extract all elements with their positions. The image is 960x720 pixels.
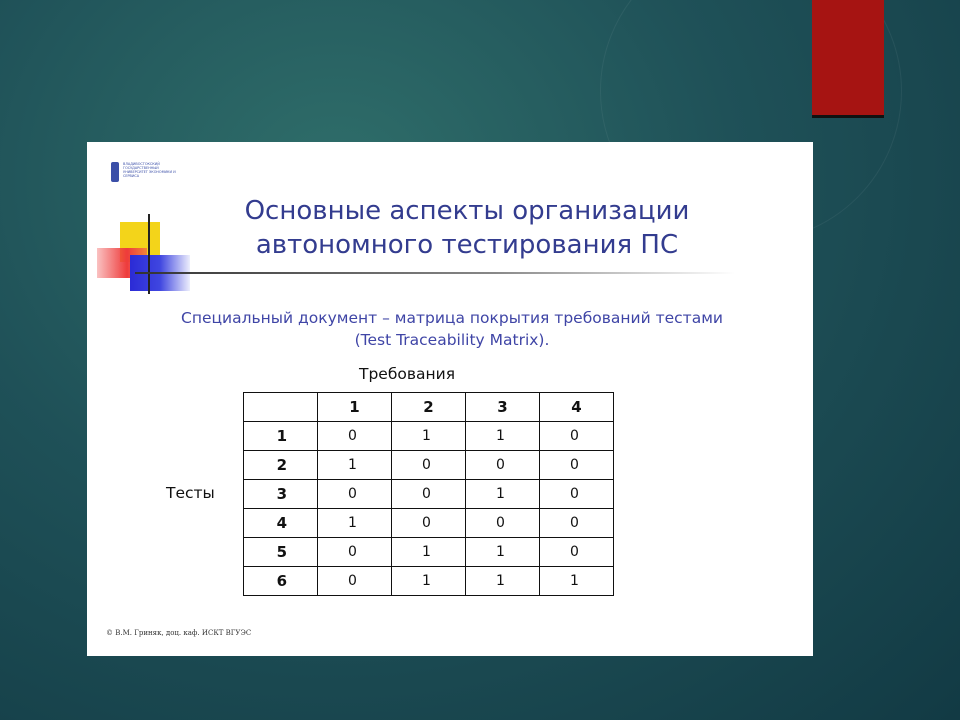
row-header: 3 [244, 480, 318, 509]
table-row [244, 480, 614, 509]
matrix-cell: 1 [466, 422, 540, 451]
logo-text: ВЛАДИВОСТОКСКИЙ ГОСУДАРСТВЕННЫЙ УНИВЕРСИТЕТ ЭКОНОМИКИ И СЕРВИСА [123, 162, 176, 178]
matrix-header-row [244, 393, 614, 422]
column-header: 1 [318, 393, 392, 422]
table-row [244, 567, 614, 596]
table-row [244, 509, 614, 538]
title-line-2: автономного тестирования ПС [255, 230, 679, 260]
table-row [244, 538, 614, 567]
decor-vertical-line [148, 214, 150, 294]
matrix-cell: 1 [392, 567, 466, 596]
matrix-cell: 0 [540, 480, 614, 509]
row-header: 2 [244, 451, 318, 480]
matrix-cell: 0 [466, 509, 540, 538]
matrix-cell: 0 [392, 451, 466, 480]
matrix-cell: 0 [392, 509, 466, 538]
matrix-cell: 0 [540, 451, 614, 480]
slide-title [207, 194, 727, 262]
matrix-cell: 1 [466, 538, 540, 567]
subtitle-line-2: (Test Traceability Matrix). [354, 331, 550, 349]
row-header: 4 [244, 509, 318, 538]
row-header: 5 [244, 538, 318, 567]
column-header: 2 [392, 393, 466, 422]
slide-subtitle [127, 307, 777, 351]
university-logo [111, 162, 181, 184]
matrix-cell: 0 [318, 422, 392, 451]
column-header: 4 [540, 393, 614, 422]
table-row [244, 451, 614, 480]
matrix-cell: 0 [392, 480, 466, 509]
subtitle-line-1: Специальный документ – матрица покрытия требований тестами [181, 309, 723, 327]
matrix-cell: 1 [540, 567, 614, 596]
table-row [244, 422, 614, 451]
traceability-matrix [243, 392, 614, 596]
decor-horizontal-line [135, 272, 735, 274]
matrix-cell: 1 [466, 480, 540, 509]
matrix-cell: 0 [318, 538, 392, 567]
slide-panel [87, 142, 813, 656]
matrix-cell: 1 [318, 451, 392, 480]
row-header: 6 [244, 567, 318, 596]
matrix-cell: 0 [318, 480, 392, 509]
row-header: 1 [244, 422, 318, 451]
slide-footer: © В.М. Гриняк, доц. каф. ИСКТ ВГУЭС [106, 629, 252, 637]
matrix-cell: 1 [466, 567, 540, 596]
matrix-corner-cell [244, 393, 318, 422]
title-line-1: Основные аспекты организации [244, 196, 690, 226]
matrix-cell: 0 [466, 451, 540, 480]
logo-emblem-icon [111, 162, 119, 182]
matrix-cell: 0 [540, 538, 614, 567]
red-accent-bar [812, 0, 884, 118]
column-header: 3 [466, 393, 540, 422]
matrix-cell: 1 [392, 422, 466, 451]
matrix-cell: 1 [392, 538, 466, 567]
matrix-cell: 0 [318, 567, 392, 596]
matrix-cell: 1 [318, 509, 392, 538]
tests-label: Тесты [166, 484, 215, 502]
matrix-cell: 0 [540, 422, 614, 451]
requirements-label: Требования [359, 365, 456, 383]
matrix-cell: 0 [540, 509, 614, 538]
